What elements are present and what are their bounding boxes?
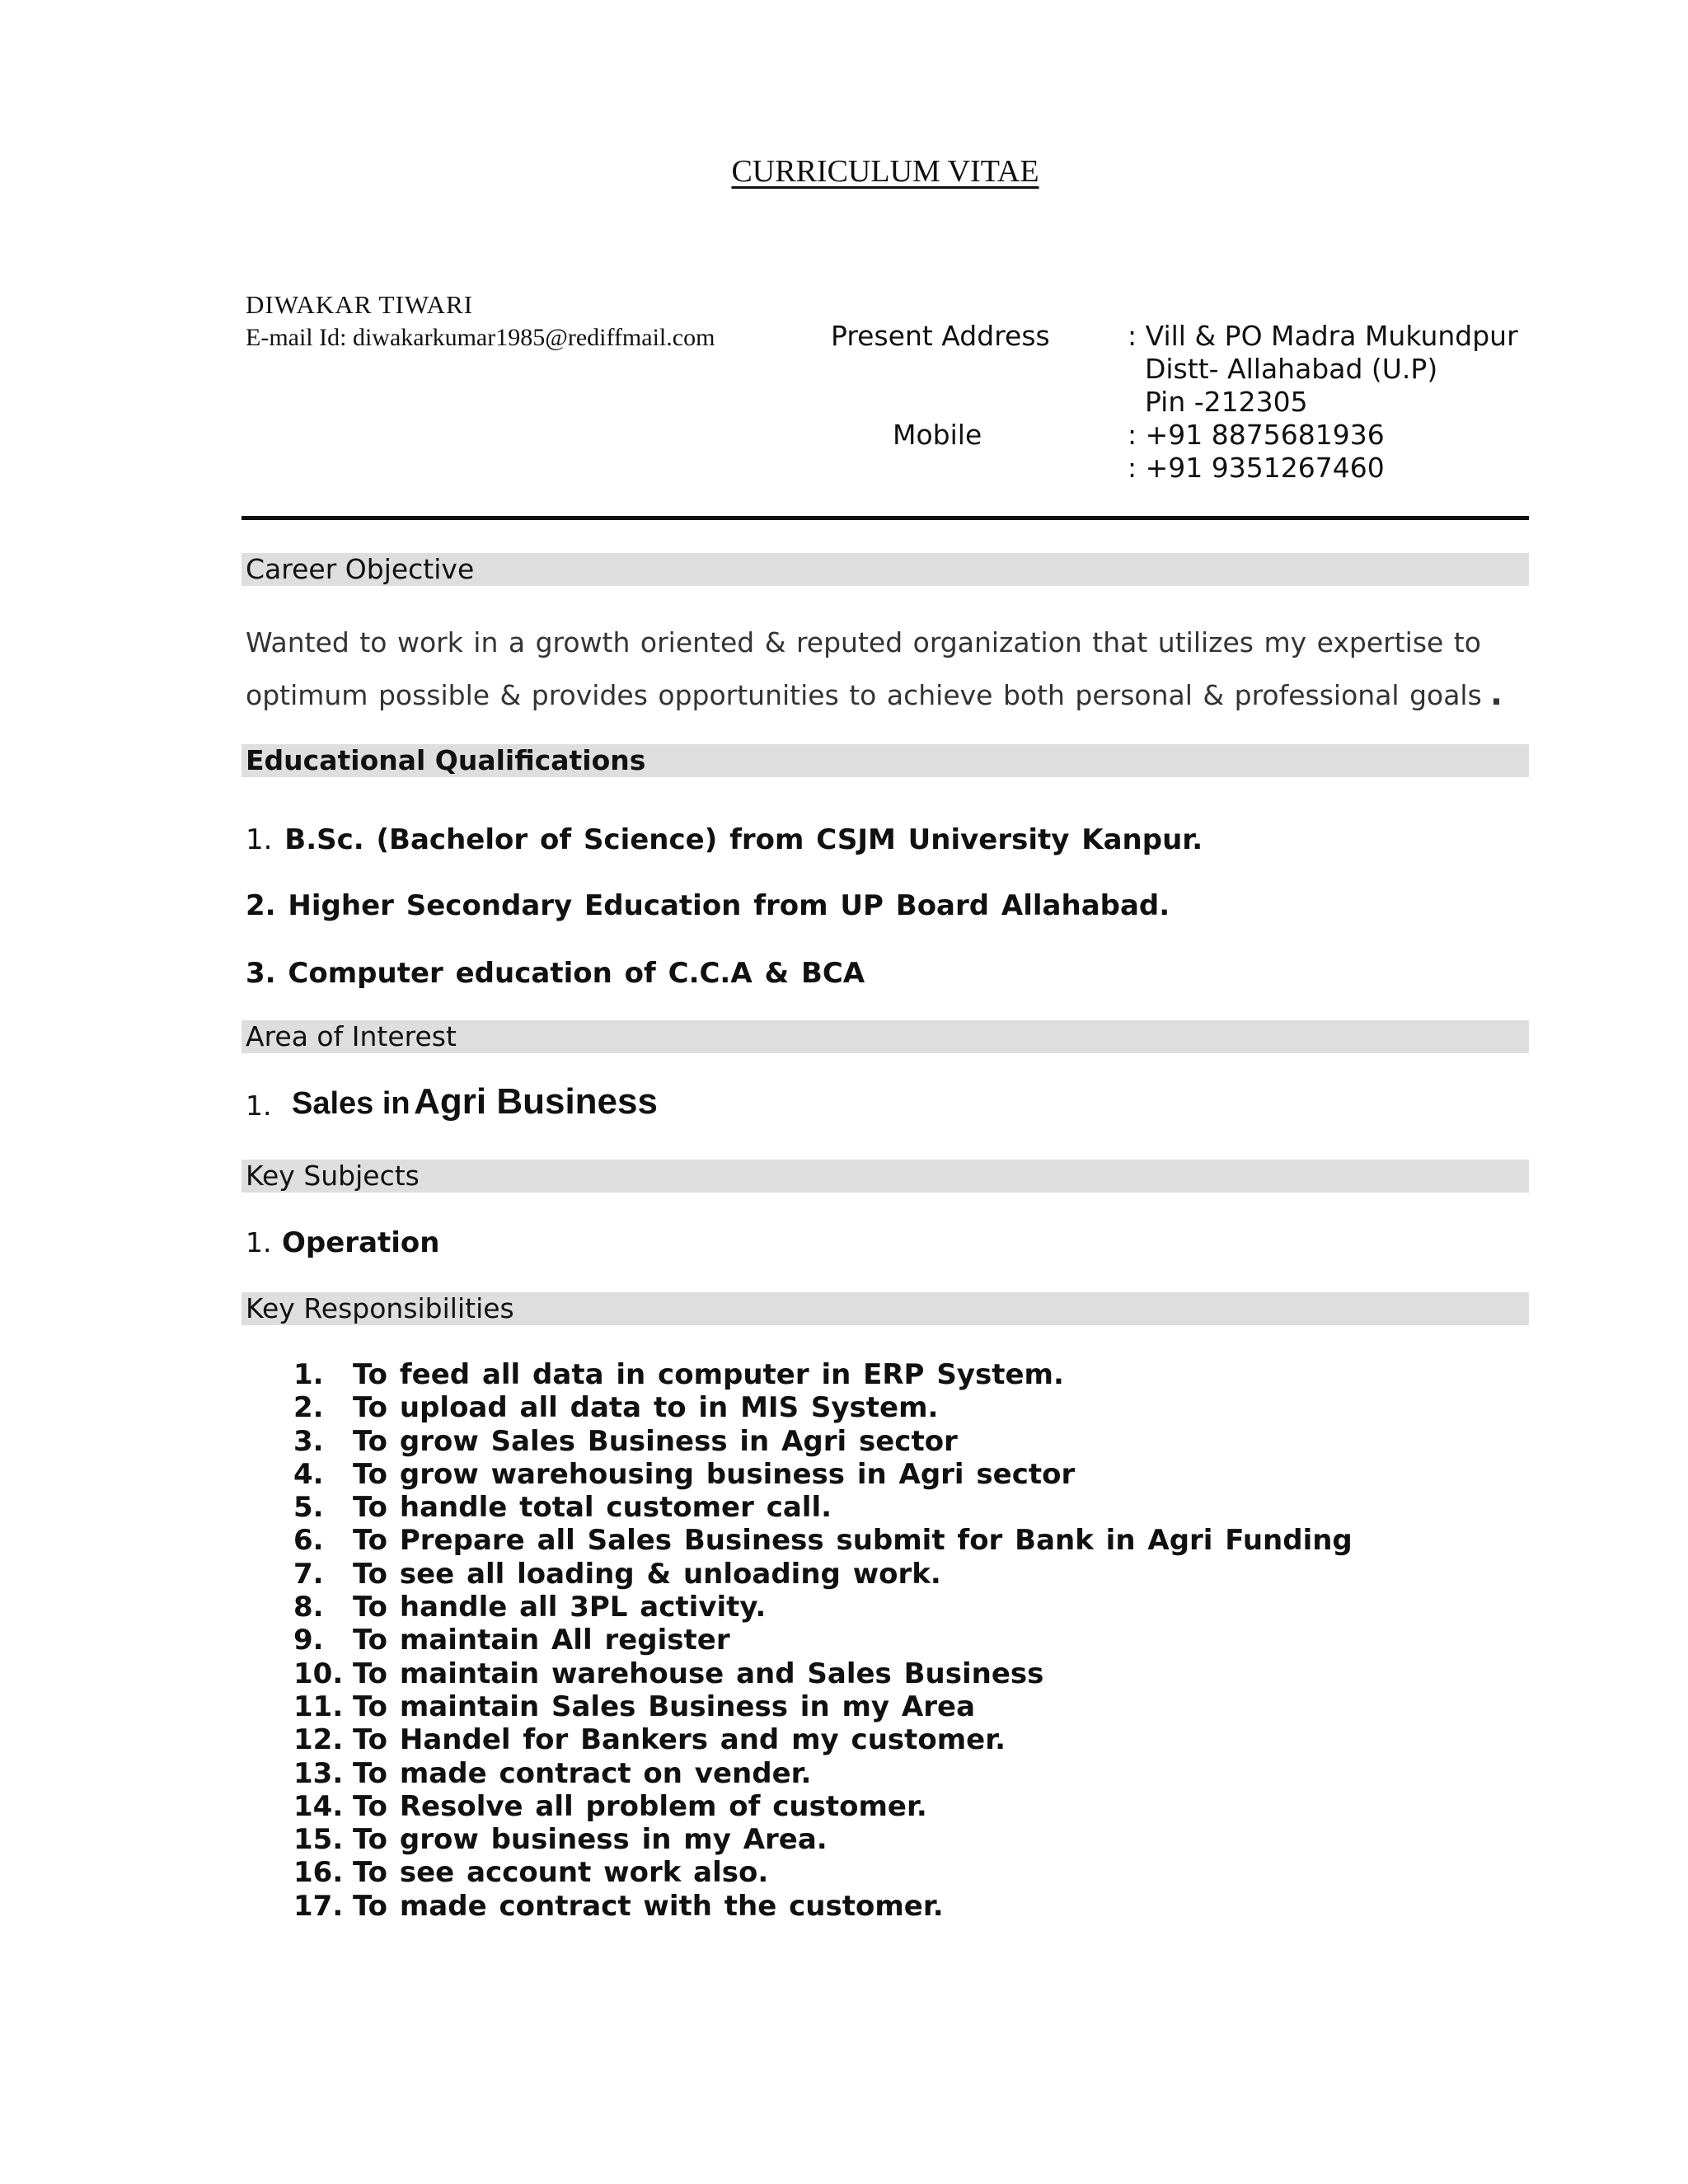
- career-objective-heading: [241, 553, 1529, 586]
- responsibility-number: 3.: [293, 1424, 324, 1458]
- responsibility-item: [293, 1856, 1353, 1889]
- responsibility-item: [293, 1823, 1353, 1856]
- responsibility-text: To handle total customer call.: [353, 1491, 832, 1525]
- responsibility-number: 16.: [293, 1856, 344, 1890]
- section-heading-text: Career Objective: [246, 553, 475, 585]
- email-line: E-mail Id: diwakarkumar1985@rediffmail.com: [246, 324, 715, 351]
- responsibility-text: To grow Sales Business in Agri sector: [353, 1424, 958, 1458]
- responsibilities-list: [293, 1358, 1353, 1923]
- address-line-1: : Vill & PO Madra Mukundpur: [1128, 320, 1518, 352]
- education-heading: [241, 744, 1529, 777]
- address-line-3: Pin -212305: [1128, 386, 1308, 418]
- responsibility-text: To Handel for Bankers and my customer.: [353, 1723, 1006, 1757]
- key-responsibilities-heading: [241, 1292, 1529, 1325]
- education-item-number: 1.: [246, 823, 273, 856]
- responsibility-item: [293, 1757, 1353, 1790]
- responsibility-item: [293, 1458, 1353, 1491]
- responsibility-text: To upload all data to in MIS System.: [353, 1391, 939, 1425]
- responsibility-item: [293, 1425, 1353, 1458]
- responsibility-item: [293, 1790, 1353, 1823]
- responsibility-text: To Prepare all Sales Business submit for Bank in Agri Funding: [353, 1524, 1353, 1558]
- responsibility-number: 13.: [293, 1756, 344, 1790]
- responsibility-item: [293, 1358, 1353, 1391]
- address-line-2: Distt- Allahabad (U.P): [1128, 353, 1438, 385]
- mobile-number-1: : +91 8875681936: [1128, 419, 1385, 451]
- responsibility-item: [293, 1491, 1353, 1524]
- education-item-text: B.Sc. (Bachelor of Science) from CSJM University Kanpur.: [284, 823, 1203, 856]
- key-subjects-heading: [241, 1160, 1529, 1193]
- objective-line-2: [246, 675, 1503, 713]
- responsibility-text: To grow warehousing business in Agri sector: [353, 1457, 1076, 1491]
- section-heading-text: Educational Qualifications: [246, 744, 646, 776]
- interest-text-small: Sales in: [292, 1086, 410, 1121]
- responsibility-text: To see all loading & unloading work.: [353, 1557, 941, 1591]
- responsibility-item: [293, 1524, 1353, 1557]
- responsibility-text: To handle all 3PL activity.: [353, 1591, 767, 1624]
- education-item-text: Higher Secondary Education from UP Board Allahabad.: [288, 889, 1170, 922]
- objective-line-2-text: optimum possible & provides opportunities to achieve both personal & professional goals: [246, 679, 1482, 711]
- responsibility-number: 14.: [293, 1789, 344, 1823]
- objective-line-1: Wanted to work in a growth oriented & reputed organization that utilizes my expertise to: [246, 626, 1481, 658]
- area-of-interest-heading: [241, 1020, 1529, 1053]
- responsibility-item: [293, 1624, 1353, 1657]
- responsibility-number: 11.: [293, 1690, 344, 1723]
- education-item: [246, 889, 1170, 922]
- responsibility-number: 17.: [293, 1889, 344, 1923]
- mobile-label: Mobile: [893, 419, 982, 451]
- responsibility-item: [293, 1391, 1353, 1424]
- responsibility-text: To maintain warehouse and Sales Business: [353, 1657, 1044, 1690]
- responsibility-item: [293, 1890, 1353, 1923]
- education-item-number: 2.: [246, 889, 276, 922]
- responsibility-text: To maintain Sales Business in my Area: [353, 1690, 976, 1723]
- section-heading-text: Area of Interest: [246, 1020, 457, 1052]
- subject-item-number: 1.: [246, 1226, 272, 1258]
- responsibility-number: 4.: [293, 1457, 324, 1491]
- responsibility-text: To feed all data in computer in ERP System.: [353, 1358, 1064, 1391]
- responsibility-item: [293, 1723, 1353, 1756]
- responsibility-text: To see account work also.: [353, 1856, 769, 1890]
- section-heading-text: Key Subjects: [246, 1160, 420, 1192]
- responsibility-number: 15.: [293, 1823, 344, 1857]
- responsibility-number: 12.: [293, 1723, 344, 1757]
- responsibility-text: To maintain All register: [353, 1624, 730, 1657]
- document-title: CURRICULUM VITAE: [731, 154, 1039, 189]
- section-heading-text: Key Responsibilities: [246, 1292, 514, 1324]
- responsibility-text: To Resolve all problem of customer.: [353, 1789, 927, 1823]
- responsibility-number: 7.: [293, 1557, 324, 1591]
- interest-text-big: Agri Business: [414, 1081, 658, 1122]
- responsibility-number: 2.: [293, 1391, 324, 1425]
- objective-end-mark: .: [1489, 675, 1503, 713]
- education-item: [246, 957, 865, 990]
- responsibility-item: [293, 1690, 1353, 1723]
- responsibility-item: [293, 1657, 1353, 1690]
- header-divider: [241, 516, 1529, 520]
- mobile-number-2: : +91 9351267460: [1128, 452, 1385, 484]
- responsibility-text: To grow business in my Area.: [353, 1823, 828, 1857]
- interest-item-text: [292, 1081, 658, 1122]
- responsibility-item: [293, 1558, 1353, 1591]
- responsibility-number: 5.: [293, 1491, 324, 1525]
- candidate-name: DIWAKAR TIWARI: [246, 290, 474, 319]
- responsibility-text: To made contract on vender.: [353, 1756, 812, 1790]
- education-item: [246, 823, 1203, 856]
- responsibility-number: 1.: [293, 1358, 324, 1391]
- education-item-text: Computer education of C.C.A & BCA: [288, 957, 865, 990]
- education-item-number: 3.: [246, 957, 276, 990]
- subject-item-text: Operation: [282, 1226, 440, 1259]
- present-address-label: Present Address: [831, 320, 1050, 352]
- responsibility-number: 10.: [293, 1657, 344, 1690]
- responsibility-text: To made contract with the customer.: [353, 1889, 944, 1923]
- interest-item-number: 1.: [246, 1090, 272, 1122]
- responsibility-number: 6.: [293, 1524, 324, 1558]
- responsibility-number: 8.: [293, 1591, 324, 1624]
- responsibility-number: 9.: [293, 1624, 324, 1657]
- responsibility-item: [293, 1591, 1353, 1624]
